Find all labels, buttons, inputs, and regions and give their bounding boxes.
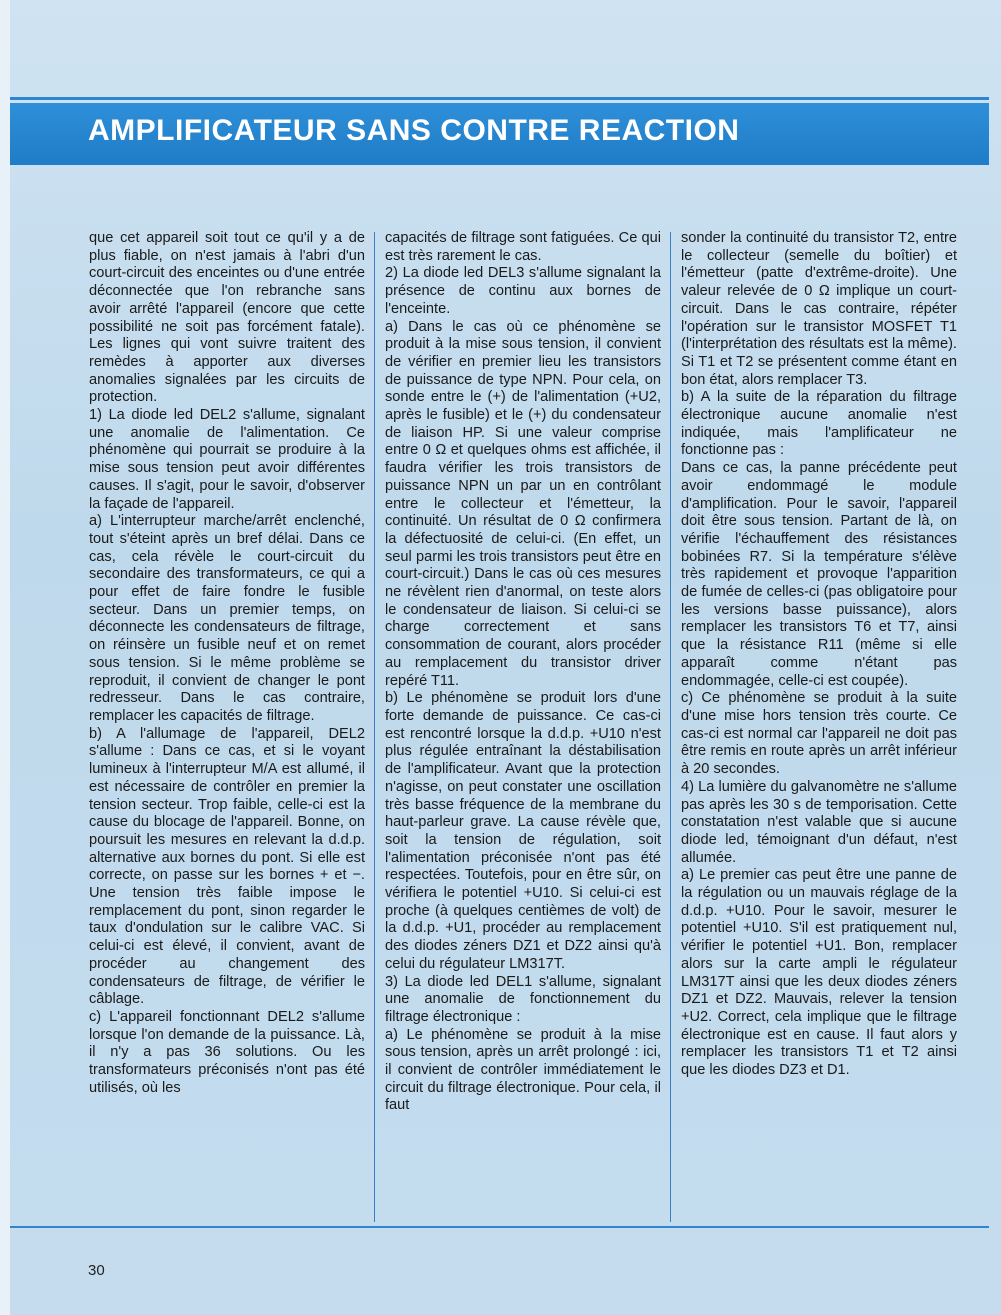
column-divider [374,232,375,1222]
paragraph: a) Le phénomène se produit à la mise sous tension, après un arrêt prolongé : ici, il convient de contrôler immédiatement le circuit du filtrage électronique. Pour cela, il faut [385,1026,661,1114]
page-title: AMPLIFICATEUR SANS CONTRE REACTION [88,114,740,147]
text-column-3 [681,230,957,1080]
paragraph: sonder la continuité du transistor T2, entre le collecteur (semelle du boîtier) et l'émetteur (patte d'extrême-droite). Une valeur relevée de 0 Ω implique un court-circuit. Dans le cas contraire, répéter l'opération sur le transistor MOSFET T1 (l'interprétation des résultats est la même). Si T1 et T2 se présentent comme étant en bon état, alors remplacer T3. [681,230,957,388]
paragraph: 1) La diode led DEL2 s'allume, signalant une anomalie de l'alimentation. Ce phénomène qui pourrait se produire à la mise sous tension peut avoir différentes causes. Il s'agit, pour le savoir, d'observer la façade de l'appareil. [89,407,365,512]
paragraph: b) A l'allumage de l'appareil, DEL2 s'allume : Dans ce cas, et si le voyant lumineux à l'interrupteur M/A est allumé, il est nécessaire de contrôler en premier la tension secteur. Trop faible, celle-ci est la cause du blocage de l'appareil. Bonne, on poursuit les mesures en relevant la d.d.p. alternative aux bornes du pont. Si elle est correcte, on passe sur les bornes + et −. Une tension très faible impose le remplacement du pont, sinon regarder le taux d'ondulation sur le calibre VAC. Si celui-ci est élevé, il convient, avant de procéder au changement des condensateurs de filtrage, de vérifier le câblage. [89,725,365,1008]
paragraph: 4) La lumière du galvanomètre ne s'allume pas après les 30 s de temporisation. Cette constatation n'est valable que si aucune diode led, témoignant d'un défaut, n'est allumée. [681,778,957,866]
paragraph: 3) La diode led DEL1 s'allume, signalant une anomalie de fonctionnement du filtrage électronique : [385,973,661,1025]
bottom-rule [10,1226,989,1228]
paragraph: 2) La diode led DEL3 s'allume signalant la présence de continu aux bornes de l'enceinte. [385,265,661,317]
paragraph: capacités de filtrage sont fatiguées. Ce qui est très rarement le cas. [385,230,661,264]
page-number: 30 [88,1262,105,1279]
paragraph: c) L'appareil fonctionnant DEL2 s'allume lorsque l'on demande de la puissance. Là, il n'y a pas 36 solutions. Ou les transformateurs préconisés n'ont pas été utilisés, où les [89,1008,365,1096]
paragraph: Dans ce cas, la panne précédente peut avoir endommagé le module d'amplification. Pour le savoir, l'appareil doit être sous tension. Partant de là, on vérifie l'échauffement des résistances bobinées R7. Si la température s'élève très rapidement et provoque l'apparition de fumée de celles-ci (pas obligatoire pour les versions basse puissance), alors remplacer les transistors T6 et T7, ainsi que la résistance R11 (même si elle apparaît comme n'étant pas endommagée, celle-ci est coupée). [681,460,957,689]
text-column-2 [385,230,661,1115]
paragraph: a) Dans le cas où ce phénomène se produit à la mise sous tension, il convient de vérifier en premier lieu les transistors de puissance de type NPN. Pour cela, on sonde entre le (+) de l'alimentation (+U2, après le fusible) et le (+) du condensateur de liaison HP. Si une valeur comprise entre 0 Ω et quelques ohms est affichée, il faudra vérifier les trois transistors de puissance NPN un par un en contrôlant entre le collecteur et l'émetteur, la continuité. Un résultat de 0 Ω confirmera la défectuosité de celui-ci. (En effet, un seul parmi les trois transistors peut être en court-circuit.) Dans le cas où ces mesures ne révèlent rien d'anormal, on teste alors le condensateur de liaison. Si celui-ci se charge correctement et sans consommation de courant, alors procéder au remplacement du transistor driver repéré T11. [385,318,661,689]
paragraph: b) Le phénomène se produit lors d'une forte demande de puissance. Ce cas-ci est rencontré lorsque la d.d.p. +U10 n'est plus régulée entraînant la déstabilisation de l'amplificateur. Avant que la protection n'agisse, on peut constater une oscillation très basse fréquence de la membrane du haut-parleur grave. La cause révèle que, soit la tension de régulation, soit l'alimentation préconisée n'ont pas été respectées. Toutefois, pour en être sûr, on vérifiera le potentiel +U10. Si celui-ci est proche (à quelques centièmes de volt) de la d.d.p. +U1, procéder au remplacement des diodes zéners DZ1 et DZ2 ainsi qu'à celui du régulateur LM317T. [385,690,661,972]
paragraph: que cet appareil soit tout ce qu'il y a de plus fiable, on n'est jamais à l'abri d'un court-circuit des enceintes ou d'une entrée déconnectée que l'on rebranche sans avoir arrêté l'appareil (encore que cette possibilité ne soit pas forcément fatale). Les lignes qui vont suivre traitent des remèdes à apporter aux diverses anomalies signalées par les circuits de protection. [89,230,365,406]
paragraph: b) A la suite de la réparation du filtrage électronique aucune anomalie n'est indiquée, mais l'amplificateur ne fonctionne pas : [681,389,957,459]
column-divider [670,232,671,1222]
paragraph: a) Le premier cas peut être une panne de la régulation ou un mauvais réglage de la d.d.p. +U10. Pour le savoir, mesurer le potentiel +U10. S'il est pratiquement nul, vérifier le potentiel +U1. Bon, remplacer alors sur la carte ampli le régulateur LM317T ainsi que les deux diodes zéners DZ1 et DZ2. Mauvais, relever la tension +U2. Correct, cela implique que le filtrage électronique est en cause. Il faut alors y remplacer les transistors T1 et T2 ainsi que les diodes DZ3 et D1. [681,867,957,1079]
page-edge [0,0,10,1315]
text-column-1 [89,230,365,1097]
paragraph: a) L'interrupteur marche/arrêt enclenché, tout s'éteint après un bref délai. Dans ce cas, cela révèle le court-circuit du secondaire des transformateurs, ce qui a pour effet de faire fondre le fusible secteur. Dans un premier temps, on déconnecte les condensateurs de filtrage, on réinsère un fusible neuf et on remet sous tension. Si le même problème se reproduit, il convient de changer le pont redresseur. Dans le cas contraire, remplacer les capacités de filtrage. [89,513,365,724]
top-rule [10,97,989,100]
paragraph: c) Ce phénomène se produit à la suite d'une mise hors tension très courte. Ce cas-ci est normal car l'appareil ne doit pas être remis en route après un arrêt inférieur à 20 secondes. [681,690,957,778]
